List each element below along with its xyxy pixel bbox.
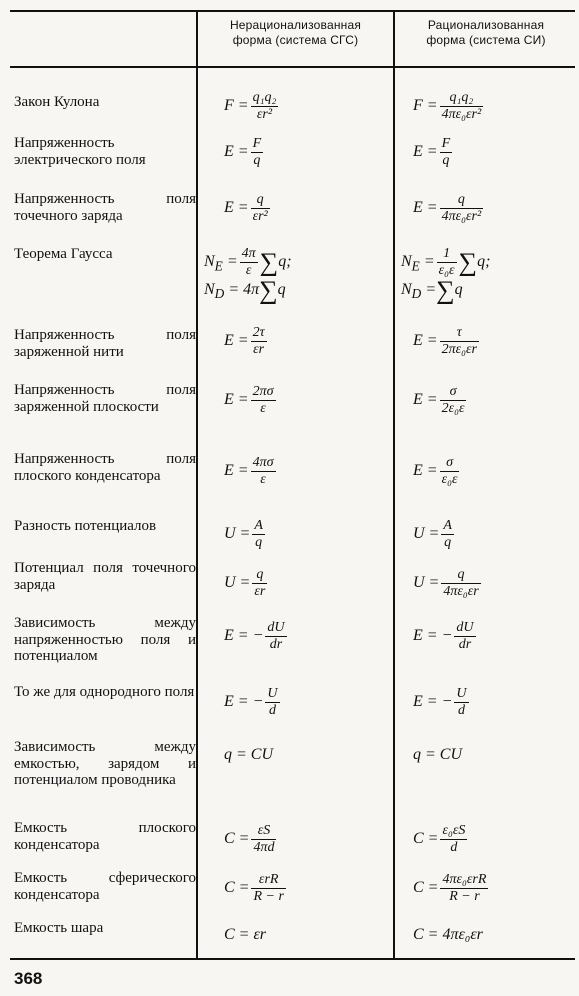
row-name: Разность потенциалов bbox=[14, 518, 157, 534]
formula-si-capacitor-field: E = $\frac{\sigma}{\text{ε₀ε}}$ bbox=[413, 455, 458, 487]
header-cgs: Нерационализованная форма (система СГС) bbox=[229, 18, 362, 47]
formula-cgs-field: E = $\frac{F}{q}$ bbox=[224, 136, 262, 168]
formula-si-coulomb: F = $\frac{\text{q₁q₂}}{\text{4πε₀εr²}}$ bbox=[413, 90, 482, 122]
formula-si-sphere: C = 4πε₀εr bbox=[413, 926, 483, 943]
page-number: 368 bbox=[14, 969, 43, 988]
header-bottom-rule bbox=[10, 66, 575, 68]
row-name: То же для однородного поля bbox=[14, 684, 195, 700]
formula-cgs-potential: U = $\frac{q}{\varepsilon r}$ bbox=[224, 567, 266, 599]
row-name: Емкость плоского конденсатора bbox=[14, 820, 196, 853]
row-name: Зависимость между напряженностью поля и потенциалом bbox=[14, 615, 196, 664]
formula-si-point-charge: E = $\frac{q}{\text{4πε₀εr²}}$ bbox=[413, 192, 482, 224]
formula-si-plane-capacitor: C = $\frac{\text{ε₀εS}}{d}$ bbox=[413, 823, 466, 855]
column-divider-1 bbox=[196, 10, 198, 960]
row-name: Потенциал поля точечного заряда bbox=[14, 560, 196, 593]
formula-cgs-potential-diff: U = $\frac{A}{q}$ bbox=[224, 518, 263, 550]
formula-cgs-gauss: $N_E$ = $\frac{4\pi}{\varepsilon}$ ∑q; $N_D = 4\pi\sum q$ bbox=[204, 246, 292, 305]
row-name: Напряженность поля заряженной нити bbox=[14, 327, 196, 360]
formula-si-capacity: q = CU bbox=[413, 746, 463, 763]
formula-si-gauss: $N_E$ = $\frac{1}{\text{ε₀ε}}$ ∑q; $N_D =\sum q$ bbox=[401, 246, 491, 305]
formula-cgs-sphere: C = εr bbox=[224, 926, 266, 943]
formula-cgs-uniform: E = − $\frac{U}{d}$ bbox=[224, 686, 278, 718]
formula-si-gradient: E = − $\frac{dU}{dr}$ bbox=[413, 620, 474, 652]
header-si: Рационализованная форма (система СИ) bbox=[426, 18, 546, 47]
formula-cgs-plane-capacitor: C = $\frac{\varepsilon S}{4\pi d}$ bbox=[224, 823, 275, 855]
formula-cgs-coulomb: F = $\frac{\text{q₁q₂}}{\text{εr²}}$ bbox=[224, 90, 277, 122]
formula-si-potential-diff: U = $\frac{A}{q}$ bbox=[413, 518, 452, 550]
row-name: Напряженность электрического поля bbox=[14, 135, 146, 168]
formula-cgs-point-charge: E = $\frac{q}{\text{εr²}}$ bbox=[224, 192, 268, 224]
row-name: Зависимость между емкостью, зарядом и потенциалом проводника bbox=[14, 739, 196, 788]
table-top-rule bbox=[10, 10, 575, 12]
formula-cgs-gradient: E = − $\frac{dU}{dr}$ bbox=[224, 620, 285, 652]
formula-si-uniform: E = − $\frac{U}{d}$ bbox=[413, 686, 467, 718]
formula-si-field: E = $\frac{F}{q}$ bbox=[413, 136, 451, 168]
formula-cgs-spherical: C = $\frac{\text{εrR}}{R - r}$ bbox=[224, 872, 284, 904]
row-name: Теорема Гаусса bbox=[14, 246, 113, 262]
formula-cgs-capacity: q = CU bbox=[224, 746, 274, 763]
formula-si-thread: E = $\frac{\tau}{\text{2πε₀εr}}$ bbox=[413, 325, 477, 357]
formula-si-plane: E = $\frac{\sigma}{\text{2ε₀ε}}$ bbox=[413, 384, 465, 416]
formula-cgs-thread: E = $\frac{2\tau}{\varepsilon r}$ bbox=[224, 325, 265, 357]
formula-cgs-plane: E = $\frac{2\pi\sigma}{\varepsilon}$ bbox=[224, 384, 274, 416]
row-name: Напряженность поля плоского конденсатора bbox=[14, 451, 196, 484]
table-bottom-rule bbox=[10, 958, 575, 960]
formula-si-spherical: C = $\frac{\text{4πε₀εrR}}{R - r}$ bbox=[413, 872, 487, 904]
formula-cgs-capacitor-field: E = $\frac{4\pi\sigma}{\varepsilon}$ bbox=[224, 455, 274, 487]
row-name: Емкость шара bbox=[14, 920, 104, 936]
row-name: Закон Кулона bbox=[14, 94, 100, 110]
row-name: Напряженность поля точечного заряда bbox=[14, 191, 196, 224]
formula-table bbox=[10, 10, 575, 960]
row-name: Напряженность поля заряженной плоскости bbox=[14, 382, 196, 415]
row-name: Емкость сферического конденсатора bbox=[14, 870, 196, 903]
formula-si-potential: U = $\frac{q}{\text{4πε₀εr}}$ bbox=[413, 567, 479, 599]
column-divider-2 bbox=[393, 10, 395, 960]
